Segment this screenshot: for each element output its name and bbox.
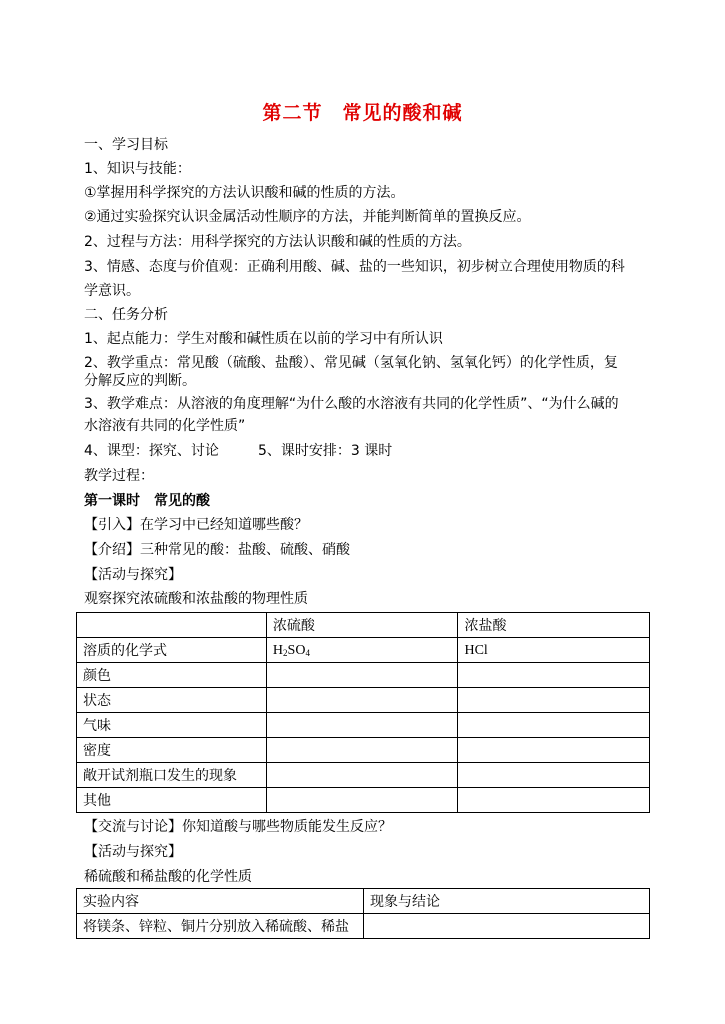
empty-cell: [266, 788, 458, 813]
objective-item-1: ①掌握用科学探究的方法认识酸和碱的性质的方法。: [84, 185, 405, 201]
empty-cell: [266, 738, 458, 763]
table-row: [77, 889, 650, 914]
task-difficulties-line-1: 3、教学难点：从溶液的角度理解“为什么酸的水溶液有共同的化学性质”、“为什么碱的: [84, 396, 619, 412]
experiment-content-cell: 将镁条、锌粒、铜片分别放入稀硫酸、稀盐: [77, 914, 364, 939]
intro-line: 【引入】在学习中已经知道哪些酸？: [84, 517, 308, 533]
row-label: 密度: [77, 738, 267, 763]
objective-process-methods: 2、过程与方法：用科学探究的方法认识酸和碱的性质的方法。: [84, 234, 471, 250]
empty-cell: [266, 688, 458, 713]
teaching-process-heading: 教学过程：: [84, 468, 154, 484]
empty-cell: [458, 738, 650, 763]
task-lesson-schedule: 5、课时安排：3 课时: [258, 443, 393, 459]
row-label: 溶质的化学式: [77, 638, 267, 663]
section-heading-objectives: 一、学习目标: [84, 137, 168, 153]
table-row: [77, 688, 650, 713]
table-row: [77, 738, 650, 763]
empty-cell: [458, 713, 650, 738]
task-starting-ability: 1、起点能力：学生对酸和碱性质在以前的学习中有所认识: [84, 331, 443, 347]
objective-attitude-line-1: 3、情感、态度与价值观：正确利用酸、碱、盐的一些知识，初步树立合理使用物质的科: [84, 259, 625, 275]
activity-heading-2: 【活动与探究】: [84, 844, 182, 860]
row-label: 其他: [77, 788, 267, 813]
table-header-cell: 现象与结论: [363, 889, 649, 914]
table-row: [77, 788, 650, 813]
table-row: [77, 914, 650, 939]
table-header-cell: 实验内容: [77, 889, 364, 914]
table-row: [77, 763, 650, 788]
row-label: 颜色: [77, 663, 267, 688]
table-header-cell: [77, 613, 267, 638]
objective-knowledge-skills: 1、知识与技能：: [84, 161, 191, 177]
table-row: [77, 663, 650, 688]
lesson-one-heading: 第一课时 常见的酸: [84, 493, 210, 509]
row-label: 状态: [77, 688, 267, 713]
empty-cell: [266, 763, 458, 788]
row-label: 气味: [77, 713, 267, 738]
table-row: [77, 638, 650, 663]
task-key-points-line-2: 分解反应的判断。: [84, 373, 196, 389]
empty-cell: [266, 713, 458, 738]
table-header-cell: 浓盐酸: [458, 613, 650, 638]
empty-cell: [458, 663, 650, 688]
table1-caption: 观察探究浓硫酸和浓盐酸的物理性质: [84, 591, 308, 607]
empty-cell: [458, 688, 650, 713]
row-label: 敞开试剂瓶口发生的现象: [77, 763, 267, 788]
empty-cell: [458, 788, 650, 813]
task-difficulties-line-2: 水溶液有共同的化学性质”: [84, 418, 246, 434]
table-row: [77, 713, 650, 738]
empty-cell: [266, 663, 458, 688]
task-key-points-line-1: 2、教学重点：常见酸（硫酸、盐酸）、常见碱（氢氧化钠、氢氧化钙）的化学性质，复: [84, 355, 618, 371]
chemical-properties-table: [76, 888, 650, 939]
page-title: 第二节 常见的酸和碱: [262, 102, 463, 124]
table-row: [77, 613, 650, 638]
table-header-cell: 浓硫酸: [266, 613, 458, 638]
physical-properties-table: [76, 612, 650, 813]
formula-h2so4: $H_2SO_4$: [266, 638, 458, 663]
activity-heading-1: 【活动与探究】: [84, 567, 182, 583]
table2-caption: 稀硫酸和稀盐酸的化学性质: [84, 869, 252, 885]
section-heading-task-analysis: 二、任务分析: [84, 307, 168, 323]
introduce-line: 【介绍】三种常见的酸：盐酸、硫酸、硝酸: [84, 542, 350, 558]
objective-item-2: ②通过实验探究认识金属活动性顺序的方法，并能判断简单的置换反应。: [84, 209, 531, 225]
empty-cell: [458, 763, 650, 788]
formula-hcl: HCl: [458, 638, 650, 663]
empty-cell: [363, 914, 649, 939]
objective-attitude-line-2: 学意识。: [84, 283, 140, 299]
discussion-line: 【交流与讨论】你知道酸与哪些物质能发生反应？: [84, 819, 392, 835]
task-lesson-type: 4、课型：探究、讨论: [84, 443, 219, 459]
